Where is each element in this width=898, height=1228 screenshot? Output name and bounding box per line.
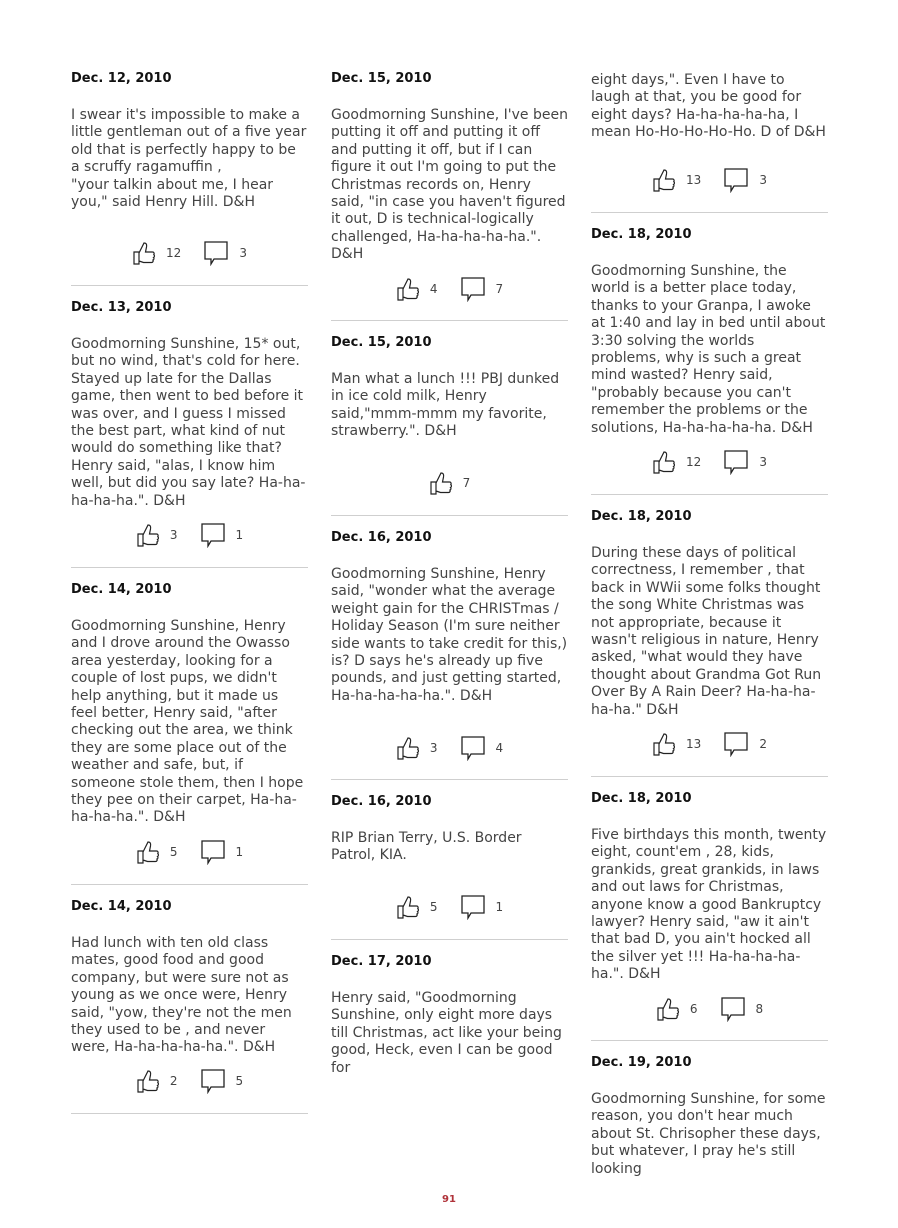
thumbs-up-icon: [136, 1068, 160, 1094]
post-date: Dec. 14, 2010: [71, 582, 172, 597]
post-text: Goodmorning Sunshine, Henry and I drove around the Owasso area yesterday, looking for a couple of lost pups, we didn't help anything, but it made us feel better, Henry said, "after checking out the area, we think they are some place out of the weather and safe, but, if someone stole them, then I hope they pee on their carpet, Ha-ha-ha-ha-ha.". D&H: [71, 618, 308, 826]
like-count: 6: [689, 1002, 698, 1016]
divider: [331, 320, 568, 321]
speech-bubble-icon: [723, 731, 749, 757]
comment-button[interactable]: [460, 276, 504, 302]
divider: [331, 779, 568, 780]
post-text: Had lunch with ten old class mates, good food and good company, but were sure not as young as we once were, Henry said, "yow, they're not the men they used to be , and never were, Ha-ha-ha-ha-ha.". D&H: [71, 935, 297, 1056]
post-text: I swear it's impossible to make a little gentleman out of a five year old that is perfectly happy to be a scruffy ragamuffin , "your talkin about me, I hear you," said Henry Hill. D&H: [71, 107, 307, 211]
post-date: Dec. 16, 2010: [331, 530, 432, 545]
post: [591, 72, 828, 142]
comment-count: 1: [495, 900, 504, 914]
divider: [331, 939, 568, 940]
post-text: RIP Brian Terry, U.S. Border Patrol, KIA.: [331, 830, 527, 864]
post-text: During these days of political correctness, I remember , that back in WWii some folks thought the song White Christmas was not appropriate, because it wasn't religious in nature, Henry asked, "what would they have thought about Grandma Got Run Over By A Rain Deer? Ha-ha-ha-ha-ha." D&H: [591, 545, 826, 718]
speech-bubble-icon: [723, 449, 749, 475]
comment-button[interactable]: [720, 996, 764, 1022]
thumbs-up-icon: [132, 240, 156, 266]
like-count: 2: [169, 1074, 178, 1088]
post-actions: [331, 276, 568, 302]
comment-count: 3: [759, 173, 767, 187]
post-actions: [331, 894, 568, 920]
like-button[interactable]: [652, 167, 701, 193]
post: [591, 509, 828, 719]
post-actions: [71, 522, 308, 548]
post: [71, 899, 308, 1057]
post-text: Goodmorning Sunshine, 15* out, but no wind, that's cold for here. Stayed up late for the Dallas game, then went to bed before it was over, and I guess I missed the best part, what kind of nut would do something like that? Henry said, "alas, I know him well, but did you say late? Ha-ha-ha-ha-ha.". D&H: [71, 336, 308, 509]
post-actions: [331, 735, 568, 761]
post-actions: [591, 731, 828, 757]
like-count: 3: [429, 741, 438, 755]
like-button[interactable]: [652, 449, 701, 475]
post-date: Dec. 14, 2010: [71, 899, 172, 914]
comment-count: 7: [495, 282, 504, 296]
thumbs-up-icon: [396, 894, 420, 920]
post-date: Dec. 13, 2010: [71, 300, 172, 315]
comment-button[interactable]: [723, 167, 767, 193]
post: [71, 71, 308, 211]
like-count: 5: [429, 900, 438, 914]
post-text: Five birthdays this month, twenty eight, count'em , 28, kids, grankids, great grankids, in laws and out laws for Christmas, anyone know a good Bankruptcy lawyer? Henry said, "aw it ain't that bad D, you ain't hocked all the silver yet !!! Ha-ha-ha-ha-ha.". D&H: [591, 827, 831, 983]
post-text: Man what a lunch !!! PBJ dunked in ice cold milk, Henry said,"mmm-mmm my favorite, strawberry.". D&H: [331, 371, 564, 440]
post-actions: [331, 470, 568, 496]
divider: [591, 212, 828, 213]
like-button[interactable]: [656, 996, 698, 1022]
thumbs-up-icon: [652, 449, 676, 475]
post-text: Goodmorning Sunshine, Henry said, "wonder what the average weight gain for the CHRISTmas / Holiday Season (I'm sure neither side wants to take credit for this,) is? D says he's already up five pounds, and just getting started, Ha-ha-ha-ha-ha.". D&H: [331, 566, 572, 704]
comment-button[interactable]: [200, 839, 244, 865]
post-date: Dec. 15, 2010: [331, 71, 432, 86]
page-number: 91: [442, 1194, 456, 1205]
speech-bubble-icon: [460, 894, 486, 920]
like-count: 12: [166, 246, 182, 260]
post-text: Goodmorning Sunshine, I've been putting it off and putting it off and putting it off, but if I can figure it out I'm going to put the Christmas records on, Henry said, "in case you haven't figured it out, D is technical-logically challenged, Ha-ha-ha-ha-ha.". D&H: [331, 107, 573, 263]
post: [331, 71, 573, 264]
speech-bubble-icon: [203, 240, 229, 266]
post-actions: [71, 240, 308, 266]
divider: [591, 494, 828, 495]
post-date: Dec. 17, 2010: [331, 954, 432, 969]
comment-button[interactable]: [723, 731, 767, 757]
divider: [591, 776, 828, 777]
comment-count: 8: [755, 1002, 764, 1016]
comment-count: 3: [759, 455, 767, 469]
like-button[interactable]: [652, 731, 701, 757]
thumbs-up-icon: [656, 996, 680, 1022]
comment-button[interactable]: [723, 449, 767, 475]
speech-bubble-icon: [460, 735, 486, 761]
thumbs-up-icon: [396, 276, 420, 302]
post-date: Dec. 15, 2010: [331, 335, 432, 350]
speech-bubble-icon: [723, 167, 749, 193]
post: [331, 794, 568, 865]
like-button[interactable]: [429, 470, 471, 496]
comment-button[interactable]: [460, 735, 504, 761]
post-date: Dec. 19, 2010: [591, 1055, 692, 1070]
comment-count: 1: [235, 845, 244, 859]
like-button[interactable]: [396, 894, 438, 920]
like-button[interactable]: [396, 735, 438, 761]
thumbs-up-icon: [652, 167, 676, 193]
divider: [71, 285, 308, 286]
post-actions: [591, 167, 828, 193]
like-count: 12: [686, 455, 702, 469]
thumbs-up-icon: [429, 470, 453, 496]
divider: [71, 567, 308, 568]
post: [331, 530, 572, 705]
post-text: Goodmorning Sunshine, for some reason, you don't hear much about St. Chrisopher these days, but whatever, I pray he's still looking: [591, 1091, 830, 1177]
like-count: 5: [169, 845, 178, 859]
post: [71, 300, 308, 510]
divider: [591, 1040, 828, 1041]
like-count: 13: [686, 737, 702, 751]
post: [331, 954, 568, 1077]
post-actions: [71, 839, 308, 865]
comment-button[interactable]: [200, 522, 244, 548]
comment-count: 2: [759, 737, 767, 751]
post-date: Dec. 16, 2010: [331, 794, 432, 809]
comment-button[interactable]: [200, 1068, 244, 1094]
thumbs-up-icon: [136, 839, 160, 865]
comment-button[interactable]: [203, 240, 247, 266]
post: [71, 582, 308, 827]
comment-count: 5: [235, 1074, 244, 1088]
comment-count: 1: [235, 528, 244, 542]
post: [591, 1055, 828, 1178]
speech-bubble-icon: [200, 839, 226, 865]
like-button[interactable]: [136, 839, 178, 865]
like-button[interactable]: [136, 1068, 178, 1094]
comment-button[interactable]: [460, 894, 504, 920]
like-button[interactable]: [136, 522, 178, 548]
post-date: Dec. 18, 2010: [591, 509, 692, 524]
speech-bubble-icon: [720, 996, 746, 1022]
post-text: Henry said, "Goodmorning Sunshine, only eight more days till Christmas, act like your being good, Heck, even I can be good for: [331, 990, 567, 1076]
post: [331, 335, 568, 441]
like-button[interactable]: [132, 240, 181, 266]
divider: [71, 884, 308, 885]
post-date: Dec. 18, 2010: [591, 791, 692, 806]
like-count: 4: [429, 282, 438, 296]
speech-bubble-icon: [200, 1068, 226, 1094]
post-text: eight days,". Even I have to laugh at that, you be good for eight days? Ha-ha-ha-ha-ha, I mean Ho-Ho-Ho-Ho-Ho. D of D&H: [591, 72, 826, 141]
comment-count: 4: [495, 741, 504, 755]
thumbs-up-icon: [652, 731, 676, 757]
like-count: 3: [169, 528, 178, 542]
speech-bubble-icon: [200, 522, 226, 548]
like-button[interactable]: [396, 276, 438, 302]
post-actions: [591, 449, 828, 475]
thumbs-up-icon: [136, 522, 160, 548]
post: [591, 227, 828, 437]
post-date: Dec. 18, 2010: [591, 227, 692, 242]
thumbs-up-icon: [396, 735, 420, 761]
comment-count: 3: [239, 246, 247, 260]
speech-bubble-icon: [460, 276, 486, 302]
post-actions: [591, 996, 828, 1022]
post-date: Dec. 12, 2010: [71, 71, 172, 86]
post-actions: [71, 1068, 308, 1094]
post-text: Goodmorning Sunshine, the world is a better place today, thanks to your Granpa, I awoke at 1:40 and lay in bed until about 3:30 solving the worlds problems, why is such a great mind wasted? Henry said, "probably because you can't remember the problems or the solutions, Ha-ha-ha-ha-ha. D&H: [591, 263, 830, 436]
divider: [71, 1113, 308, 1114]
post: [591, 791, 831, 984]
like-count: 13: [686, 173, 702, 187]
like-count: 7: [462, 476, 471, 490]
divider: [331, 515, 568, 516]
